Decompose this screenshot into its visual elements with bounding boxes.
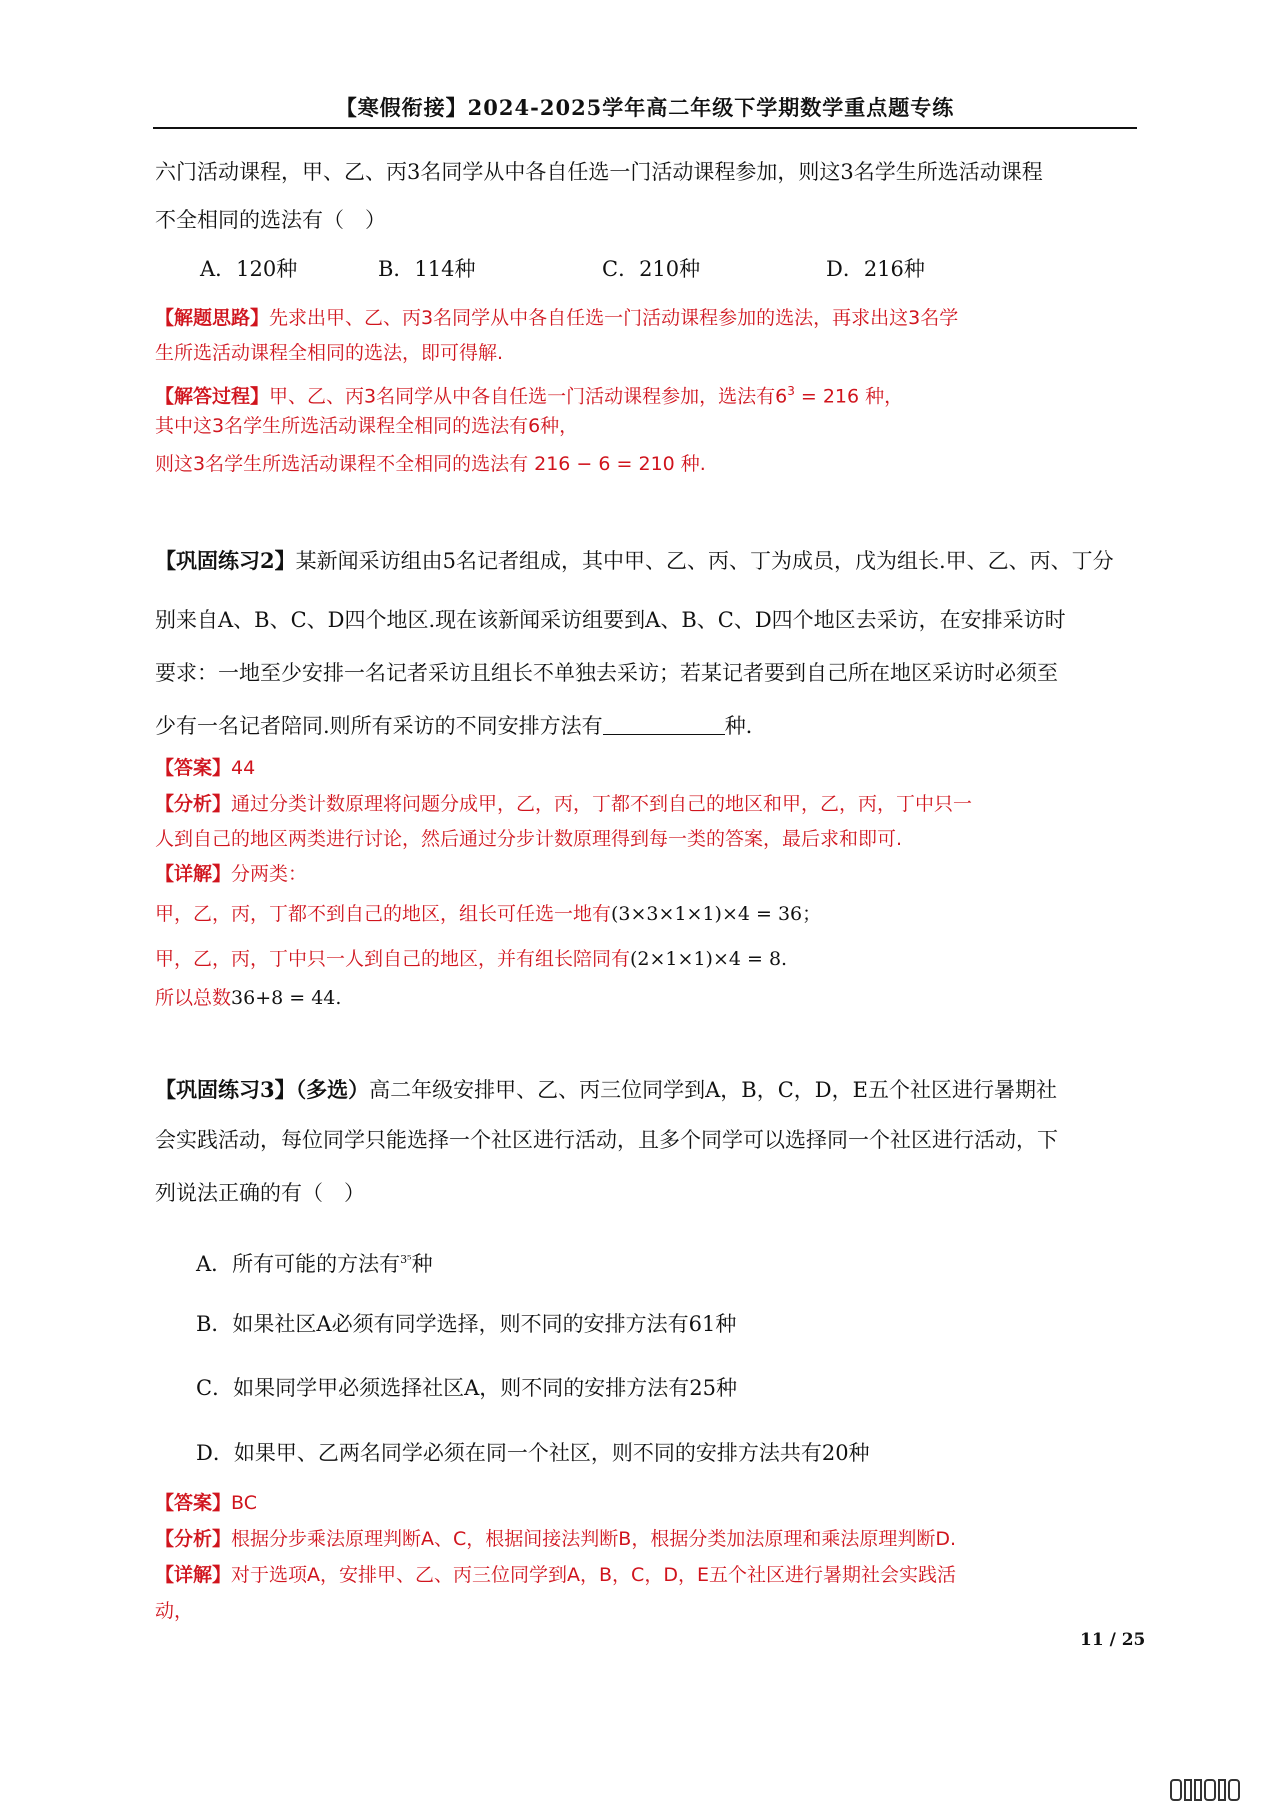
q3-option-c: C．如果同学甲必须选择社区A，则不同的安排方法有25种 (196, 1376, 737, 1400)
q2-detail-line3-formula: (2×1×1)×4 = 8. (630, 948, 788, 970)
q2-line2: 别来自A、B、C、D四个地区.现在该新闻采访组要到A、B、C、D四个地区去采访，在安排采访时 (155, 608, 1066, 632)
q2-line1-text: 某新闻采访组由5名记者组成，其中甲、乙、丙、丁为成员，戊为组长.甲、乙、丙、丁分 (295, 549, 1114, 573)
q1-idea-text: 先求出甲、乙、丙3名同学从中各自任选一门活动课程参加的选法，再求出这3名学 (269, 307, 959, 329)
q1-stem-line1: 六门活动课程，甲、乙、丙3名同学从中各自任选一门活动课程参加，则这3名学生所选活动课程 (155, 160, 1043, 184)
q1-option-d: D．216种 (826, 257, 925, 281)
q1-process-line2: 其中这3名学生所选活动课程全相同的选法有6种， (155, 415, 579, 437)
q1-process-line3: 则这3名学生所选活动课程不全相同的选法有 216 − 6 = 210 种. (155, 453, 706, 475)
q3-detail-line1 (155, 1560, 956, 1590)
watermark-icon (1170, 1778, 1240, 1802)
q1-stem-line2: 不全相同的选法有（ ） (155, 208, 386, 232)
q2-detail-line3 (155, 944, 787, 974)
q3-detail-text: 对于选项A，安排甲、乙、丙三位同学到A，B，C，D，E五个社区进行暑期社会实践活 (231, 1564, 956, 1586)
q2-detail-line2-formula: (3×3×1×1)×4 = 36； (611, 903, 822, 925)
q2-detail-text: 分两类： (231, 863, 308, 885)
q3-detail-tag: 【详解】 (155, 1564, 232, 1586)
q3-answer (155, 1488, 257, 1518)
q3-analysis-tag: 【分析】 (155, 1528, 232, 1550)
q1-option-a: A．120种 (200, 257, 298, 281)
q2-detail-line2 (155, 899, 821, 929)
page-header-title: 【寒假衔接】2024-2025学年高二年级下学期数学重点题专练 (335, 95, 955, 120)
q2-analysis-line2: 人到自己的地区两类进行讨论，然后通过分步计数原理得到每一类的答案，最后求和即可. (155, 828, 903, 850)
q2-detail-line4-formula: 36+8 = 44. (231, 987, 342, 1009)
q3-answer-value: BC (231, 1492, 257, 1514)
q2-answer (155, 753, 255, 783)
q3-option-a-text: A．所有可能的方法有 (196, 1252, 401, 1276)
q3-detail-line2: 动， (155, 1600, 194, 1622)
q2-analysis-tag: 【分析】 (155, 793, 232, 815)
q3-option-a (196, 1245, 433, 1279)
q2-line1 (155, 546, 1114, 576)
q3-option-a-exponent: 3⁵ (400, 1253, 412, 1266)
q3-analysis (155, 1524, 956, 1554)
q2-line4 (155, 711, 752, 741)
q2-tag: 【巩固练习2】 (155, 548, 296, 573)
q1-process-line1 (155, 376, 903, 411)
q1-process-result: = 216 种， (794, 385, 904, 408)
q2-answer-value: 44 (231, 757, 256, 779)
q3-line3: 列说法正确的有（ ） (155, 1181, 365, 1205)
q2-analysis-line1 (155, 789, 972, 819)
q1-option-c: C．210种 (602, 257, 701, 281)
page-number: 11 / 25 (1080, 1630, 1146, 1650)
q3-option-a-suffix: 种 (411, 1252, 433, 1276)
q1-process-exponent: 3 (787, 384, 795, 398)
q3-analysis-text: 根据分步乘法原理判断A、C，根据间接法判断B，根据分类加法原理和乘法原理判断D. (231, 1528, 956, 1550)
q1-idea-tag: 【解题思路】 (155, 307, 270, 329)
q1-idea-line1 (155, 303, 958, 333)
q1-process-tag: 【解答过程】 (155, 385, 270, 408)
header-divider (153, 127, 1137, 129)
q2-detail-line3-text: 甲，乙，丙，丁中只一人到自己的地区，并有组长陪同有 (155, 948, 631, 970)
answer-blank (603, 714, 725, 735)
q3-option-b: B．如果社区A必须有同学选择，则不同的安排方法有61种 (196, 1312, 737, 1336)
q2-detail-line2-text: 甲，乙，丙，丁都不到自己的地区，组长可任选一地有 (155, 903, 612, 925)
q3-line1 (155, 1075, 1057, 1105)
q3-line1-text: 高二年级安排甲、乙、丙三位同学到A，B，C，D，E五个社区进行暑期社 (369, 1078, 1057, 1102)
q1-idea-line2: 生所选活动课程全相同的选法，即可得解. (155, 342, 504, 364)
q3-option-d: D．如果甲、乙两名同学必须在同一个社区，则不同的安排方法共有20种 (196, 1441, 870, 1465)
q1-process-text: 甲、乙、丙3名同学从中各自任选一门活动课程参加，选法有6 (269, 385, 788, 408)
q2-analysis-text: 通过分类计数原理将问题分成甲，乙，丙，丁都不到自己的地区和甲，乙，丙，丁中只一 (231, 793, 973, 815)
q3-answer-tag: 【答案】 (155, 1492, 232, 1514)
q2-detail-line4 (155, 983, 341, 1013)
q2-answer-tag: 【答案】 (155, 757, 232, 779)
q3-multi-tag: （多选） (295, 1077, 370, 1102)
q1-option-b: B．114种 (378, 257, 476, 281)
q2-line4-text: 少有一名记者陪同.则所有采访的不同安排方法有 (155, 714, 603, 738)
q2-line4-suffix: 种. (724, 714, 753, 738)
q2-detail-line4-text: 所以总数 (155, 987, 232, 1009)
q2-detail-tag: 【详解】 (155, 863, 232, 885)
q2-detail-line1 (155, 859, 307, 889)
q2-line3: 要求：一地至少安排一名记者采访且组长不单独去采访；若某记者要到自己所在地区采访时必须至 (155, 661, 1058, 685)
q3-line2: 会实践活动，每位同学只能选择一个社区进行活动，且多个同学可以选择同一个社区进行活动，下 (155, 1128, 1058, 1152)
q3-tag: 【巩固练习3】 (155, 1077, 296, 1102)
